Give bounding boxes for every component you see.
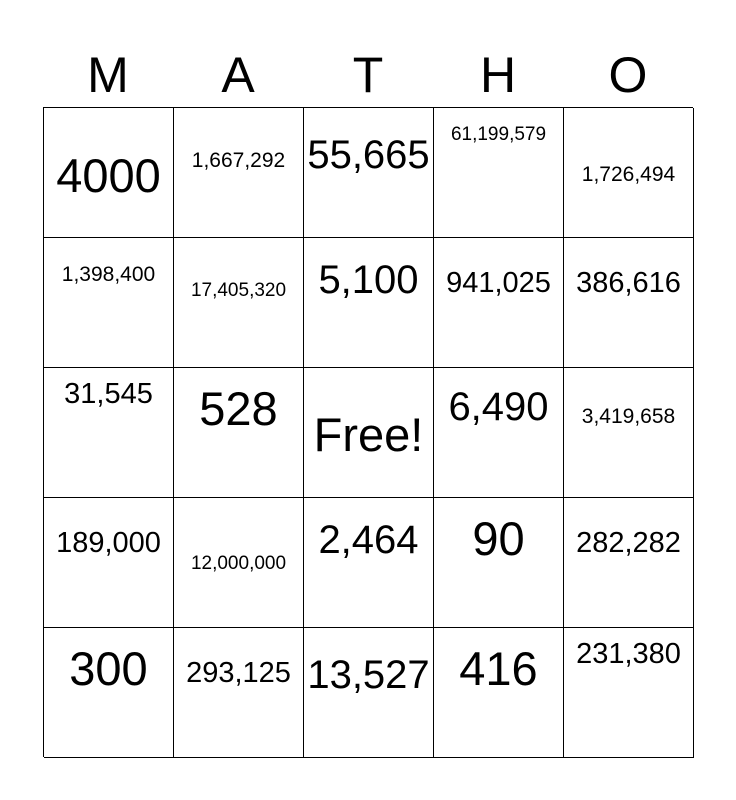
cell-value: 189,000 bbox=[56, 527, 161, 559]
cell-value: 61,199,579 bbox=[450, 124, 547, 145]
bingo-cell[interactable] bbox=[44, 108, 174, 238]
cell-value: 4000 bbox=[56, 149, 161, 202]
free-space-label: Free! bbox=[313, 408, 424, 461]
cell-value: 231,380 bbox=[576, 638, 681, 670]
cell-value: 3,419,658 bbox=[581, 405, 676, 428]
bingo-cell[interactable] bbox=[174, 498, 304, 628]
bingo-cell[interactable] bbox=[564, 628, 694, 758]
cell-value: 90 bbox=[472, 512, 525, 565]
header-letter-o: O bbox=[608, 47, 648, 103]
cell-value: 282,282 bbox=[576, 527, 681, 559]
cell-value: 386,616 bbox=[576, 267, 681, 299]
cell-value: 1,726,494 bbox=[581, 163, 676, 186]
cell-value: 55,665 bbox=[307, 133, 430, 177]
bingo-cell[interactable] bbox=[174, 108, 304, 238]
header-letter-t: T bbox=[352, 47, 384, 103]
bingo-cell[interactable] bbox=[44, 238, 174, 368]
bingo-cell[interactable] bbox=[44, 498, 174, 628]
cell-value: 1,398,400 bbox=[61, 263, 156, 286]
bingo-cell[interactable] bbox=[174, 238, 304, 368]
bingo-cell[interactable] bbox=[174, 368, 304, 498]
cell-value: 17,405,320 bbox=[190, 280, 287, 301]
cell-value: 2,464 bbox=[318, 518, 419, 562]
bingo-cell-free[interactable] bbox=[304, 368, 434, 498]
bingo-header bbox=[43, 44, 693, 106]
cell-value: 13,527 bbox=[307, 653, 430, 697]
bingo-cell[interactable] bbox=[304, 238, 434, 368]
bingo-cell[interactable] bbox=[434, 628, 564, 758]
cell-value: 300 bbox=[69, 642, 148, 695]
bingo-cell[interactable] bbox=[564, 108, 694, 238]
cell-value: 293,125 bbox=[186, 657, 291, 689]
header-letter-h: H bbox=[479, 47, 517, 103]
cell-value: 528 bbox=[199, 382, 278, 435]
bingo-cell[interactable] bbox=[564, 238, 694, 368]
cell-value: 5,100 bbox=[318, 258, 419, 302]
bingo-cell[interactable] bbox=[434, 238, 564, 368]
cell-value: 416 bbox=[459, 642, 538, 695]
bingo-cell[interactable] bbox=[174, 628, 304, 758]
bingo-grid bbox=[43, 107, 693, 757]
cell-value: 6,490 bbox=[448, 385, 549, 429]
cell-value: 1,667,292 bbox=[191, 149, 286, 172]
bingo-cell[interactable] bbox=[434, 498, 564, 628]
cell-value: 31,545 bbox=[64, 378, 153, 410]
bingo-cell[interactable] bbox=[44, 368, 174, 498]
bingo-cell[interactable] bbox=[434, 368, 564, 498]
bingo-cell[interactable] bbox=[434, 108, 564, 238]
bingo-cell[interactable] bbox=[564, 368, 694, 498]
cell-value: 12,000,000 bbox=[190, 553, 287, 574]
bingo-cell[interactable] bbox=[304, 628, 434, 758]
bingo-cell[interactable] bbox=[564, 498, 694, 628]
header-letter-m: M bbox=[87, 47, 129, 103]
cell-value: 941,025 bbox=[446, 267, 551, 299]
bingo-cell[interactable] bbox=[304, 108, 434, 238]
bingo-cell[interactable] bbox=[44, 628, 174, 758]
header-letter-a: A bbox=[221, 47, 255, 103]
bingo-cell[interactable] bbox=[304, 498, 434, 628]
